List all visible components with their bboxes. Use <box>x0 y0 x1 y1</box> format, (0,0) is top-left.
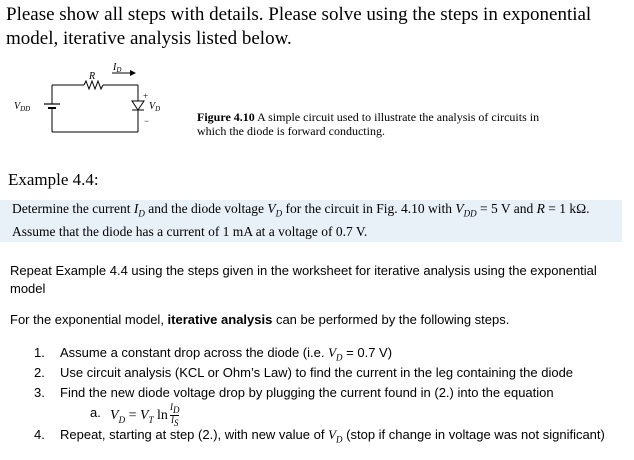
header-line-1: Please show all steps with details. Please solve using the steps in exponential <box>6 4 592 25</box>
diode-circuit-diagram <box>0 60 200 160</box>
figure-caption <box>197 110 617 138</box>
repeat-line-1: Repeat Example 4.4 using the steps given in the worksheet for iterative analysis using the exponential <box>10 263 597 278</box>
resistor-label: R <box>89 71 96 82</box>
step-4: 4. Repeat, starting at step (2.), with new value of $V_D$ (stop if change in voltage was not significant) <box>34 427 605 445</box>
minus-sign: − <box>144 116 150 126</box>
step-1: 1. Assume a constant drop across the diode (i.e. $V_D = 0.7$ V) <box>34 345 393 363</box>
repeat-instruction <box>10 262 626 298</box>
vdd-label: $V_{DD}$ <box>14 101 31 113</box>
diode-symbol <box>132 101 144 110</box>
current-arrow-head <box>130 70 136 76</box>
header-line-2: model, iterative analysis listed below. <box>6 28 292 49</box>
plus-sign: + <box>143 91 149 101</box>
resistor-symbol <box>84 81 103 89</box>
diode-equation: $V_D = V_T$ ln $\frac{I_D}{I_S}$ <box>110 402 180 428</box>
instructions-header <box>6 3 628 51</box>
iterative-intro: For the exponential model, iterative analysis can be performed by the following steps. <box>10 312 510 327</box>
current-label: $I_D$ <box>113 62 122 74</box>
step-3: 3. Find the new diode voltage drop by plugging the current found in (2.) into the equation <box>34 385 554 400</box>
example-line-1: Determine the current $I_D$ and the diode voltage $V_D$ for the circuit in Fig. 4.10 with $V_{DD} = 5$ V and R = 1 kΩ. <box>12 201 590 219</box>
caption-line-2: which the diode is forward conducting. <box>197 124 385 138</box>
example-line-2: Assume that the diode has a current of 1 mA at a voltage of 0.7 V. <box>12 223 368 239</box>
example-statement-box <box>0 200 622 242</box>
example-title: Example 4.4: <box>8 170 99 189</box>
caption-line-1: A simple circuit used to illustrate the analysis of circuits in <box>257 110 540 124</box>
repeat-line-2: model <box>10 281 46 296</box>
step-3a-equation: a. $V_D = V_T$ ln $\frac{I_D}{I_S}$ <box>90 402 180 428</box>
step-2: 2. Use circuit analysis (KCL or Ohm’s Law) to find the current in the leg containing the diode <box>34 365 574 380</box>
steps-list <box>34 343 634 445</box>
figure-label: Figure 4.10 <box>197 110 255 124</box>
vd-label: $V_D$ <box>149 101 161 113</box>
